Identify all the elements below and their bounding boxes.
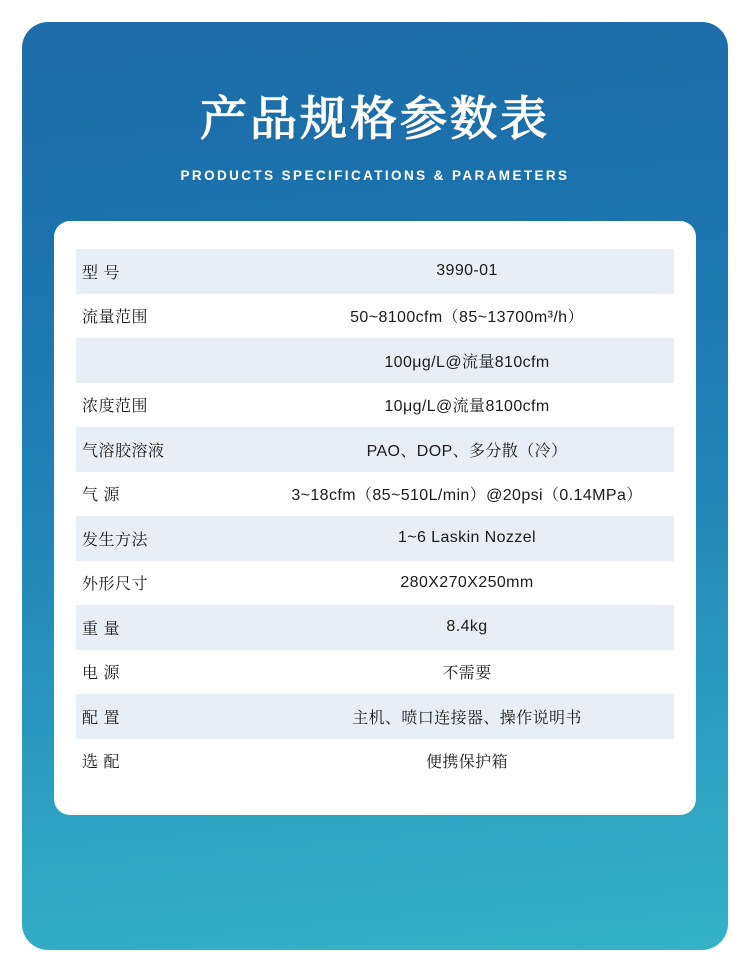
row-label: 配 置 <box>76 694 260 739</box>
row-value: 50~8100cfm（85~13700m³/h） <box>350 309 584 327</box>
row-value: 100μg/L@流量810cfm <box>260 338 674 383</box>
row-label: 型 号 <box>76 249 260 294</box>
table-row <box>76 516 674 561</box>
row-label: 电 源 <box>82 665 120 683</box>
spec-table-panel <box>54 221 696 815</box>
row-label: 选 配 <box>82 754 120 772</box>
row-value: 3990-01 <box>260 249 674 294</box>
table-row <box>76 294 674 339</box>
row-label <box>76 338 260 383</box>
row-value: 8.4kg <box>260 605 674 650</box>
table-row <box>76 249 674 294</box>
table-row <box>76 561 674 606</box>
table-row <box>76 694 674 739</box>
page-title: 产品规格参数表 <box>200 92 550 145</box>
table-row <box>76 338 674 383</box>
row-label: 气 源 <box>82 487 120 505</box>
row-value: 不需要 <box>442 665 492 683</box>
row-label: 重 量 <box>76 605 260 650</box>
table-row <box>76 472 674 517</box>
table-row <box>76 605 674 650</box>
spec-card <box>22 22 728 950</box>
table-row <box>76 650 674 695</box>
row-label: 浓度范围 <box>82 398 149 416</box>
row-value: 便携保护箱 <box>425 754 508 772</box>
row-label: 发生方法 <box>76 516 260 561</box>
row-label: 外形尺寸 <box>82 576 149 594</box>
spec-table <box>76 249 674 783</box>
table-row <box>76 739 674 784</box>
row-value: 10μg/L@流量8100cfm <box>384 398 550 416</box>
row-value: 280X270X250mm <box>400 573 534 591</box>
row-label: 流量范围 <box>82 309 149 327</box>
row-value: 主机、喷口连接器、操作说明书 <box>260 694 674 739</box>
page-subtitle: PRODUCTS SPECIFICATIONS & PARAMETERS <box>180 168 570 184</box>
row-value: 3~18cfm（85~510L/min）@20psi（0.14MPa） <box>291 487 643 505</box>
row-value: 1~6 Laskin Nozzel <box>260 516 674 561</box>
row-value: PAO、DOP、多分散（冷） <box>260 427 674 472</box>
spec-table-body <box>76 249 674 783</box>
row-label: 气溶胶溶液 <box>76 427 260 472</box>
table-row <box>76 427 674 472</box>
table-row <box>76 383 674 428</box>
